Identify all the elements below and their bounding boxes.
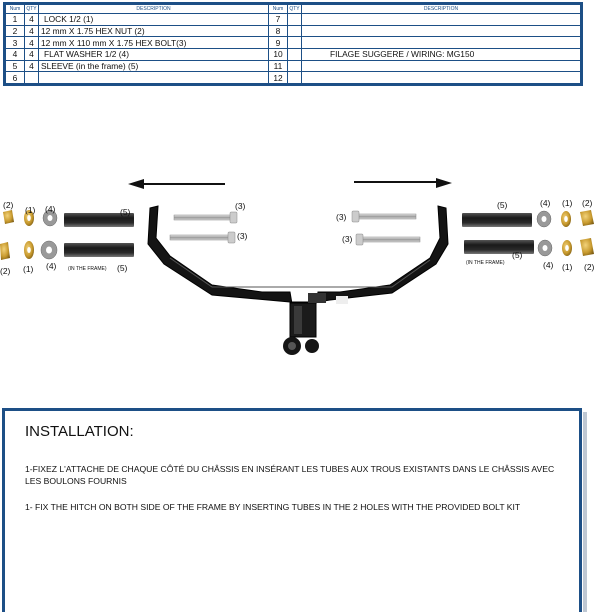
nut-icon: [580, 238, 594, 256]
callout-nut: (2): [3, 200, 14, 210]
row-num: 1: [6, 14, 25, 26]
row-description: [302, 14, 581, 26]
row-description: [39, 72, 269, 84]
callout-bolt: (3): [342, 234, 353, 244]
nut-icon: [0, 242, 10, 260]
table-row: [6, 49, 581, 61]
box-shadow-edge: [583, 412, 587, 612]
flat-washer-icon: [537, 211, 551, 227]
callout-washer: (4): [543, 260, 554, 270]
row-num: 5: [6, 60, 25, 72]
lock-washer-icon: [561, 211, 571, 227]
callout-sleeve: (5): [117, 263, 128, 273]
row-description: FILAGE SUGGERE / WIRING: MG150: [302, 49, 581, 61]
table-header-row: [6, 5, 581, 14]
row-num: 4: [6, 49, 25, 61]
callout-nut: (2): [584, 262, 595, 272]
flat-washer-icon: [41, 241, 57, 259]
row-num: 12: [269, 72, 288, 84]
sleeve-icon: [464, 240, 534, 254]
row-description: 12 mm X 1.75 HEX NUT (2): [39, 25, 269, 37]
in-frame-label: (IN THE FRAME): [466, 260, 505, 266]
installation-box: [2, 408, 582, 612]
row-num: 11: [269, 60, 288, 72]
installation-step-english: 1- FIX THE HITCH ON BOTH SIDE OF THE FRAME BY INSERTING TUBES IN THE 2 HOLES WITH THE PROVIDED BOLT KIT: [25, 502, 521, 512]
table-row: [6, 14, 581, 26]
hitch-icon: [148, 206, 448, 355]
nut-icon: [580, 210, 594, 226]
row-qty: [288, 49, 302, 61]
installation-title: INSTALLATION:: [25, 423, 134, 440]
nut-icon: [3, 210, 14, 224]
callout-bolt: (3): [237, 231, 248, 241]
row-description: [302, 37, 581, 49]
row-qty: [288, 14, 302, 26]
row-qty: 4: [25, 37, 39, 49]
lock-washer-icon: [24, 241, 34, 259]
in-frame-label: (IN THE FRAME): [68, 266, 107, 272]
flat-washer-icon: [538, 240, 552, 256]
arrow-left-icon: [128, 179, 225, 189]
row-qty: 4: [25, 60, 39, 72]
callout-sleeve: (5): [120, 207, 131, 217]
row-qty: [288, 25, 302, 37]
row-description: SLEEVE (in the frame) (5): [39, 60, 269, 72]
row-num: 6: [6, 72, 25, 84]
callout-sleeve: (5): [512, 250, 523, 260]
parts-table: [3, 2, 583, 86]
header-description-left: DESCRIPTION: [39, 5, 269, 14]
callout-lock: (1): [23, 264, 34, 274]
installation-step-french: 1-FIXEZ L'ATTACHE DE CHAQUE CÔTÉ DU CHÂSSIS EN INSÉRANT LES TUBES AUX TROUS EXISTANTS DANS LE CHÂSSIS AVEC LES BOULONS FOURNIS: [25, 464, 555, 486]
table-row: [6, 25, 581, 37]
header-qty-right: QTY: [289, 6, 300, 12]
row-qty: [25, 72, 39, 84]
callout-washer: (4): [540, 198, 551, 208]
callout-nut: (2): [582, 198, 593, 208]
lock-washer-icon: [562, 240, 572, 256]
bolt-icon: [170, 211, 420, 245]
row-qty: [288, 37, 302, 49]
table-row: [6, 60, 581, 72]
row-description: FLAT WASHER 1/2 (4): [39, 49, 269, 61]
callout-washer: (4): [45, 204, 56, 214]
row-num: 2: [6, 25, 25, 37]
row-qty: [288, 60, 302, 72]
callout-washer: (4): [46, 261, 57, 271]
callout-nut: (2): [0, 266, 11, 276]
header-qty-left: QTY: [26, 6, 37, 12]
row-description: LOCK 1/2 (1): [39, 14, 269, 26]
row-description: [302, 60, 581, 72]
sleeve-icon: [462, 213, 532, 227]
sleeve-icon: [64, 243, 134, 257]
row-description: [302, 25, 581, 37]
row-qty: 4: [25, 14, 39, 26]
row-description: [302, 72, 581, 84]
callout-bolt: (3): [235, 201, 246, 211]
callout-bolt: (3): [336, 212, 347, 222]
table-row: [6, 72, 581, 84]
callout-sleeve: (5): [497, 200, 508, 210]
header-num-right: Num: [269, 5, 288, 14]
row-qty: 4: [25, 49, 39, 61]
callout-lock: (1): [562, 198, 573, 208]
header-num-left: Num: [6, 5, 25, 14]
row-num: 10: [269, 49, 288, 61]
callout-lock: (1): [562, 262, 573, 272]
row-qty: 4: [25, 25, 39, 37]
callout-lock: (1): [25, 205, 36, 215]
row-qty: [288, 72, 302, 84]
row-num: 8: [269, 25, 288, 37]
row-num: 9: [269, 37, 288, 49]
hitch-exploded-diagram: [0, 160, 600, 370]
row-num: 3: [6, 37, 25, 49]
arrow-right-icon: [354, 178, 452, 188]
header-description-right: DESCRIPTION: [302, 5, 581, 14]
table-row: [6, 37, 581, 49]
row-num: 7: [269, 14, 288, 26]
row-description: 12 mm X 110 mm X 1.75 HEX BOLT(3): [39, 37, 269, 49]
